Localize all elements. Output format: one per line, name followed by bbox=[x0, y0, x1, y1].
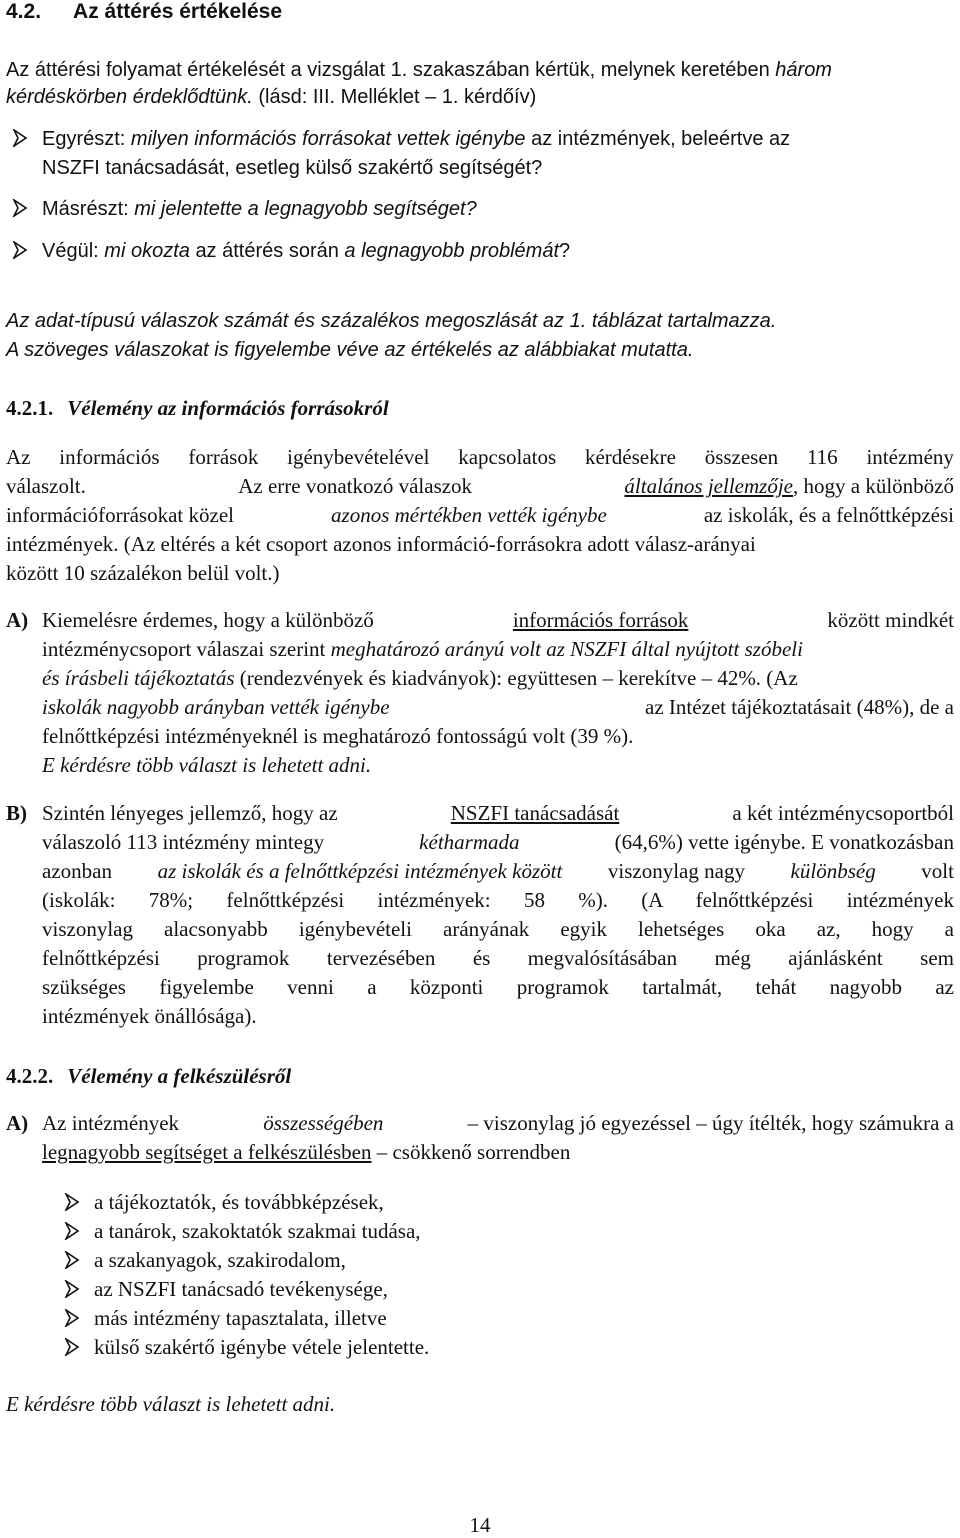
text: (64,6%) vette igénybe. E vonatkozásban bbox=[614, 830, 954, 854]
bullet-continuation bbox=[42, 155, 542, 182]
italic-text: azonos mértékben vették igénybe bbox=[331, 503, 607, 527]
text: viszonylag alacsonyabb igénybevételi arányának egyik lehetséges oka az, hogy a bbox=[42, 917, 954, 941]
arrow-bullet-icon bbox=[12, 129, 28, 147]
text: válaszoló 113 intézmény mintegy bbox=[42, 830, 325, 854]
list-item-text: a tanárok, szakoktatók szakmai tudása, bbox=[94, 1219, 421, 1243]
underlined-text: információs források bbox=[512, 608, 689, 632]
text: az iskolák, és a felnőttképzési bbox=[703, 503, 954, 527]
paragraph-line bbox=[6, 473, 954, 500]
bullet-lead: Egyrészt: bbox=[42, 128, 126, 150]
bullet-text: ? bbox=[559, 240, 571, 262]
italic-text: kétharmada bbox=[419, 830, 520, 854]
text: (rendezvények és kiadványok): együttesen – kerekítve – 42%. (Az bbox=[239, 666, 798, 690]
section-heading bbox=[6, 0, 282, 25]
text: felnőttképzési programok tervezésében és megvalósításában még ajánlásként sem bbox=[42, 946, 954, 970]
list-item bbox=[64, 1218, 421, 1245]
text: a két intézménycsoportból bbox=[732, 801, 954, 825]
text: Kiemelésre érdemes, hogy a különböző bbox=[42, 608, 374, 632]
list-item-text: az NSZFI tanácsadó tevékenysége, bbox=[94, 1277, 388, 1301]
text: között 10 százalékon belül volt.) bbox=[6, 561, 280, 585]
text: válaszolt. bbox=[6, 474, 86, 498]
intro-line-2 bbox=[6, 84, 536, 111]
paragraph-line bbox=[42, 665, 798, 692]
intro-italic: három bbox=[775, 59, 832, 81]
bullet-item bbox=[12, 238, 570, 265]
text: intézménycsoport válaszai szerint bbox=[42, 637, 326, 661]
text: , hogy a különböző bbox=[793, 474, 954, 498]
heading-number: 4.2.2. bbox=[6, 1064, 54, 1088]
text: között mindkét bbox=[827, 608, 954, 632]
bullet-italic: a legnagyobb problémát bbox=[344, 240, 560, 262]
closing-note bbox=[6, 1391, 335, 1418]
item-label bbox=[6, 1110, 28, 1137]
paragraph-line bbox=[42, 800, 954, 827]
text: Az erre vonatkozó válaszok bbox=[238, 474, 473, 498]
text: intézmények. (Az eltérés a két csoport azonos információ-forrásokra adott válasz-arányai bbox=[6, 532, 756, 556]
list-item bbox=[64, 1305, 387, 1332]
paragraph-line bbox=[6, 444, 954, 471]
subsection-heading bbox=[6, 395, 389, 422]
word: 116 bbox=[806, 445, 838, 469]
text: – csökkenő sorrendben bbox=[376, 1140, 571, 1164]
bullet-lead: Végül: bbox=[42, 240, 99, 262]
label: A) bbox=[6, 608, 29, 632]
paragraph-line bbox=[6, 531, 756, 558]
text: Szintén lényeges jellemző, hogy az bbox=[42, 801, 338, 825]
paragraph-line bbox=[42, 636, 803, 663]
word: összesen bbox=[704, 445, 779, 469]
paragraph-line bbox=[42, 1139, 570, 1166]
italic-note-line bbox=[6, 308, 776, 335]
word: Az bbox=[6, 445, 31, 469]
label: A) bbox=[6, 1111, 29, 1135]
text: viszonylag nagy bbox=[607, 859, 745, 883]
arrow-bullet-icon bbox=[64, 1193, 80, 1211]
text: szükséges figyelembe venni a központi programok tartalmát, tehát nagyobb az bbox=[42, 975, 954, 999]
item-label bbox=[6, 800, 27, 827]
paragraph-line bbox=[42, 887, 954, 914]
label: B) bbox=[6, 801, 27, 825]
arrow-bullet-icon bbox=[12, 241, 28, 259]
text: Az intézmények bbox=[42, 1111, 180, 1135]
bullet-item bbox=[12, 126, 956, 153]
arrow-bullet-icon bbox=[64, 1280, 80, 1298]
text: (iskolák: 78%; felnőttképzési intézmények: 58 %). (A felnőttképzési intézmények bbox=[42, 888, 954, 912]
list-item bbox=[64, 1247, 346, 1274]
bullet-italic: milyen információs forrásokat vettek igénybe bbox=[130, 128, 526, 150]
arrow-bullet-icon bbox=[12, 199, 28, 217]
list-item bbox=[64, 1276, 388, 1303]
intro-text: Az áttérési folyamat értékelését a vizsgálat 1. szakaszában kértük, melynek keretében bbox=[6, 59, 770, 81]
paragraph-line bbox=[42, 723, 633, 750]
arrow-bullet-icon bbox=[64, 1338, 80, 1356]
paragraph-line bbox=[42, 694, 954, 721]
italic-text: E kérdésre több választ is lehetett adni. bbox=[6, 1392, 336, 1416]
text: az Intézet tájékoztatásait (48%), de a bbox=[645, 695, 954, 719]
item-label bbox=[6, 607, 28, 634]
paragraph-line bbox=[42, 974, 954, 1001]
paragraph-line bbox=[42, 916, 954, 943]
italic-note-line bbox=[6, 337, 693, 364]
underlined-text: NSZFI tanácsadását bbox=[450, 801, 620, 825]
list-item-text: a szakanyagok, szakirodalom, bbox=[94, 1248, 346, 1272]
italic-text: összességében bbox=[263, 1111, 384, 1135]
arrow-bullet-icon bbox=[64, 1309, 80, 1327]
heading-number: 4.2.1. bbox=[6, 396, 54, 420]
subsection-heading bbox=[6, 1063, 291, 1090]
list-item-text: a tájékoztatók, és továbbképzések, bbox=[94, 1190, 384, 1214]
word: kapcsolatos bbox=[458, 445, 557, 469]
paragraph-line bbox=[6, 502, 954, 529]
bullet-italic: mi okozta bbox=[104, 240, 190, 262]
bullet-text: az intézmények, beleértve az bbox=[531, 128, 791, 150]
paragraph-line bbox=[42, 1003, 257, 1030]
word: források bbox=[188, 445, 259, 469]
italic-text: E kérdésre több választ is lehetett adni. bbox=[42, 753, 372, 777]
text: felnőttképzési intézményeknél is meghatározó fontosságú volt (39 %). bbox=[42, 724, 634, 748]
italic-underlined-text: általános jellemzője bbox=[624, 474, 793, 498]
text: intézmények önállósága). bbox=[42, 1004, 257, 1028]
underlined-text: legnagyobb segítséget a felkészülésben bbox=[42, 1140, 372, 1164]
bullet-italic: mi jelentette a legnagyobb segítséget? bbox=[134, 198, 477, 220]
heading-title: Vélemény az információs forrásokról bbox=[67, 396, 389, 420]
note-text: A szöveges válaszokat is figyelembe véve az értékelés az alábbiakat mutatta. bbox=[6, 339, 694, 361]
arrow-bullet-icon bbox=[64, 1251, 80, 1269]
paragraph-line bbox=[42, 829, 954, 856]
list-item bbox=[64, 1334, 429, 1361]
text: azonban bbox=[42, 859, 112, 883]
word: kérdésekre bbox=[584, 445, 676, 469]
bullet-text: az áttérés során bbox=[195, 240, 339, 262]
heading-title: Vélemény a felkészülésről bbox=[67, 1064, 292, 1088]
heading-title: Az áttérés értékelése bbox=[73, 0, 282, 23]
list-item-text: más intézmény tapasztalata, illetve bbox=[94, 1306, 387, 1330]
word: intézmény bbox=[866, 445, 954, 469]
italic-text: és írásbeli tájékoztatás bbox=[42, 666, 235, 690]
intro-italic-2: kérdéskörben érdeklődtünk. bbox=[6, 86, 253, 108]
intro-line-1 bbox=[6, 57, 832, 84]
heading-number: 4.2. bbox=[6, 0, 42, 23]
note-text: Az adat-típusú válaszok számát és százalékos megoszlását az 1. táblázat tartalmazza. bbox=[6, 310, 777, 332]
paragraph-line bbox=[42, 1110, 954, 1137]
intro-ref: (lásd: III. Melléklet – 1. kérdőív) bbox=[258, 86, 537, 108]
italic-text: iskolák nagyobb arányban vették igénybe bbox=[42, 695, 390, 719]
italic-text: az iskolák és a felnőttképzési intézmények között bbox=[157, 859, 563, 883]
arrow-bullet-icon bbox=[64, 1222, 80, 1240]
text: információforrásokat közel bbox=[6, 503, 234, 527]
paragraph-line bbox=[42, 858, 954, 885]
paragraph-line bbox=[6, 560, 280, 587]
list-item-text: külső szakértő igénybe vétele jelentette. bbox=[94, 1335, 430, 1359]
italic-text: meghatározó arányú volt az NSZFI által nyújtott szóbeli bbox=[330, 637, 803, 661]
text: – viszonylag jó egyezéssel – úgy ítélték, hogy számukra a bbox=[467, 1111, 954, 1135]
paragraph-line bbox=[42, 752, 371, 779]
bullet-lead: Másrészt: bbox=[42, 198, 129, 220]
page-number: 14 bbox=[469, 1513, 491, 1537]
word: információs bbox=[59, 445, 160, 469]
paragraph-line bbox=[42, 945, 954, 972]
italic-text: különbség bbox=[790, 859, 876, 883]
bullet-text: NSZFI tanácsadását, esetleg külső szakértő segítségét? bbox=[42, 157, 543, 179]
word: igénybevételével bbox=[287, 445, 430, 469]
bullet-item bbox=[12, 196, 477, 223]
text: volt bbox=[921, 859, 954, 883]
paragraph-line bbox=[42, 607, 954, 634]
list-item bbox=[64, 1189, 384, 1216]
